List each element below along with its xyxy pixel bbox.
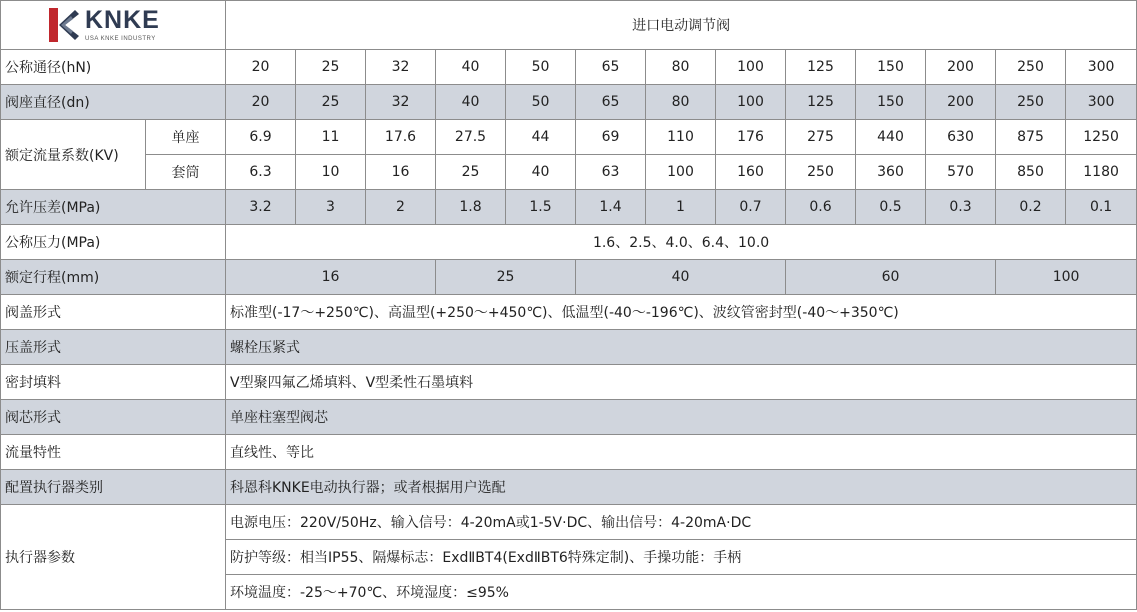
value-cell: 44 [506, 120, 576, 155]
row-actuator-params-1 [1, 505, 1137, 540]
value-cell: 125 [786, 85, 856, 120]
row-gland-type [1, 330, 1137, 365]
logo-wordmark: KNKE [85, 6, 160, 34]
value-cell: 69 [576, 120, 646, 155]
value-cell: 176 [716, 120, 786, 155]
value-cell: 80 [646, 50, 716, 85]
value-cell: 0.5 [856, 190, 926, 225]
value-cell: 100 [996, 260, 1137, 295]
value-cell: 1.6、2.5、4.0、6.4、10.0 [226, 225, 1137, 260]
row-nominal-pressure [1, 225, 1137, 260]
value-cell: 1.8 [436, 190, 506, 225]
value-cell: 环境温度：-25～+70℃、环境湿度：≤95% [226, 575, 1137, 610]
row-label: 阀芯形式 [1, 400, 226, 435]
value-cell: 275 [786, 120, 856, 155]
row-label: 执行器参数 [1, 505, 226, 610]
value-cell: 40 [436, 85, 506, 120]
sub-label: 套筒 [146, 155, 226, 190]
value-cell: 0.2 [996, 190, 1066, 225]
value-cell: 630 [926, 120, 996, 155]
value-cell: 100 [716, 50, 786, 85]
value-cell: V型聚四氟乙烯填料、V型柔性石墨填料 [226, 365, 1137, 400]
value-cell: 160 [716, 155, 786, 190]
value-cell: 40 [576, 260, 786, 295]
value-cell: 250 [996, 85, 1066, 120]
row-actuator-category [1, 470, 1137, 505]
row-label: 允许压差(MPa) [1, 190, 226, 225]
value-cell: 50 [506, 85, 576, 120]
value-cell: 150 [856, 85, 926, 120]
value-cell: 100 [716, 85, 786, 120]
value-cell: 570 [926, 155, 996, 190]
value-cell: 20 [226, 50, 296, 85]
value-cell: 100 [646, 155, 716, 190]
value-cell: 电源电压：220V/50Hz、输入信号：4-20mA或1-5V·DC、输出信号：4-20mA·DC [226, 505, 1137, 540]
value-cell: 32 [366, 50, 436, 85]
row-label: 额定流量系数(KV) [1, 120, 146, 190]
value-cell: 0.1 [1066, 190, 1137, 225]
row-label: 流量特性 [1, 435, 226, 470]
value-cell: 440 [856, 120, 926, 155]
value-cell: 直线性、等比 [226, 435, 1137, 470]
value-cell: 1.5 [506, 190, 576, 225]
value-cell: 2 [366, 190, 436, 225]
value-cell: 200 [926, 50, 996, 85]
value-cell: 300 [1066, 85, 1137, 120]
value-cell: 螺栓压紧式 [226, 330, 1137, 365]
value-cell: 1 [646, 190, 716, 225]
value-cell: 65 [576, 85, 646, 120]
value-cell: 1180 [1066, 155, 1137, 190]
value-cell: 360 [856, 155, 926, 190]
logo-tagline: USA KNKE INDUSTRY [85, 36, 156, 42]
value-cell: 20 [226, 85, 296, 120]
value-cell: 63 [576, 155, 646, 190]
row-plug-type [1, 400, 1137, 435]
value-cell: 0.7 [716, 190, 786, 225]
sub-label: 单座 [146, 120, 226, 155]
row-nominal-diameter [1, 50, 1137, 85]
value-cell: 25 [296, 85, 366, 120]
value-cell: 850 [996, 155, 1066, 190]
row-label: 额定行程(mm) [1, 260, 226, 295]
value-cell: 50 [506, 50, 576, 85]
value-cell: 60 [786, 260, 996, 295]
value-cell: 25 [296, 50, 366, 85]
value-cell: 16 [226, 260, 436, 295]
row-label: 公称压力(MPa) [1, 225, 226, 260]
value-cell: 1250 [1066, 120, 1137, 155]
value-cell: 250 [786, 155, 856, 190]
value-cell: 0.3 [926, 190, 996, 225]
value-cell: 0.6 [786, 190, 856, 225]
value-cell: 10 [296, 155, 366, 190]
row-label: 压盖形式 [1, 330, 226, 365]
value-cell: 标准型(-17～+250℃)、高温型(+250～+450℃)、低温型(-40～-196℃)、波纹管密封型(-40～+350℃) [226, 295, 1137, 330]
row-flow-coefficient-single [1, 120, 1137, 155]
value-cell: 65 [576, 50, 646, 85]
value-cell: 300 [1066, 50, 1137, 85]
value-cell: 1.4 [576, 190, 646, 225]
row-label: 配置执行器类别 [1, 470, 226, 505]
row-seat-diameter [1, 85, 1137, 120]
value-cell: 40 [436, 50, 506, 85]
value-cell: 3 [296, 190, 366, 225]
row-label: 阀座直径(dn) [1, 85, 226, 120]
row-flow-characteristic [1, 435, 1137, 470]
header-row [1, 1, 1137, 50]
value-cell: 11 [296, 120, 366, 155]
value-cell: 27.5 [436, 120, 506, 155]
value-cell: 科恩科KNKE电动执行器；或者根据用户选配 [226, 470, 1137, 505]
value-cell: 17.6 [366, 120, 436, 155]
value-cell: 3.2 [226, 190, 296, 225]
value-cell: 防护等级：相当IP55、隔爆标志：ExdⅡBT4(ExdⅡBT6特殊定制)、手操功能：手柄 [226, 540, 1137, 575]
row-label: 公称通径(hN) [1, 50, 226, 85]
value-cell: 16 [366, 155, 436, 190]
row-flow-coefficient-sleeve [1, 155, 1137, 190]
value-cell: 875 [996, 120, 1066, 155]
row-label: 阀盖形式 [1, 295, 226, 330]
value-cell: 32 [366, 85, 436, 120]
value-cell: 6.3 [226, 155, 296, 190]
row-allowable-pressure-diff [1, 190, 1137, 225]
knke-logo-icon [49, 8, 79, 42]
logo-cell [1, 1, 226, 50]
value-cell: 110 [646, 120, 716, 155]
value-cell: 150 [856, 50, 926, 85]
row-seal-packing [1, 365, 1137, 400]
row-label: 密封填料 [1, 365, 226, 400]
value-cell: 125 [786, 50, 856, 85]
row-bonnet-type [1, 295, 1137, 330]
row-rated-stroke [1, 260, 1137, 295]
page-title: 进口电动调节阀 [226, 1, 1137, 50]
value-cell: 250 [996, 50, 1066, 85]
value-cell: 单座柱塞型阀芯 [226, 400, 1137, 435]
value-cell: 80 [646, 85, 716, 120]
value-cell: 6.9 [226, 120, 296, 155]
value-cell: 40 [506, 155, 576, 190]
company-logo [5, 1, 221, 49]
value-cell: 25 [436, 155, 506, 190]
value-cell: 200 [926, 85, 996, 120]
value-cell: 25 [436, 260, 576, 295]
